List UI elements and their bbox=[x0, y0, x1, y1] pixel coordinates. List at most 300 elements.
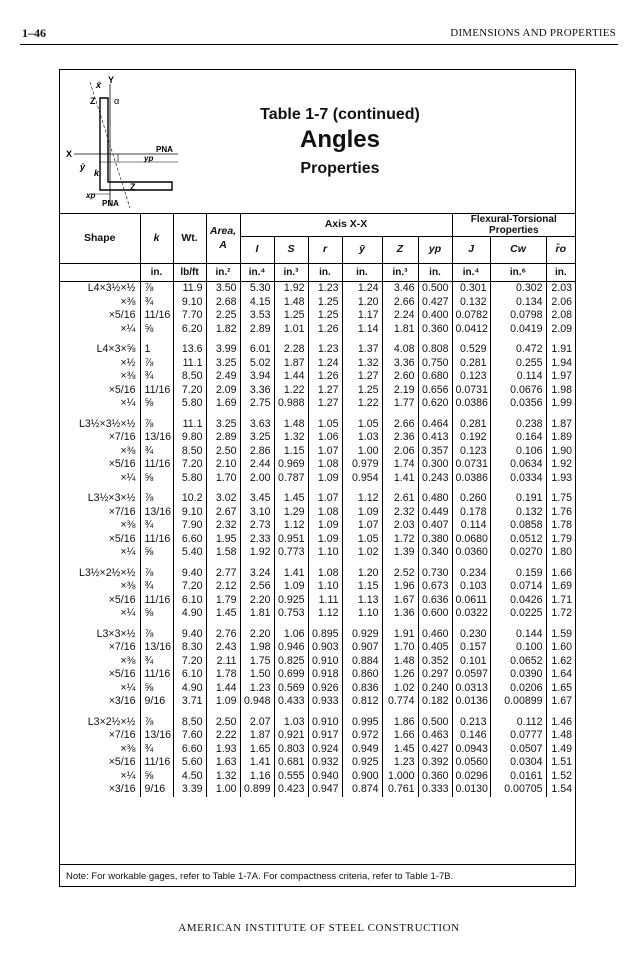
value-cell: 1.89 bbox=[546, 431, 575, 445]
value-cell: 0.144 bbox=[490, 621, 546, 642]
value-cell: 1.29 bbox=[274, 506, 308, 520]
value-cell: 0.0426 bbox=[490, 594, 546, 608]
table-title: Table 1-7 (continued) bbox=[260, 106, 420, 123]
value-cell: 0.0419 bbox=[490, 323, 546, 337]
value-cell: 1.11 bbox=[308, 594, 342, 608]
value-cell: 0.301 bbox=[452, 282, 490, 296]
value-cell: ⅞ bbox=[140, 709, 173, 730]
value-cell: 1.66 bbox=[382, 729, 418, 743]
properties-table bbox=[60, 214, 575, 797]
table-row bbox=[60, 296, 575, 310]
shape-cell: L3½×2½×½ bbox=[78, 566, 136, 579]
value-cell: 0.0161 bbox=[490, 770, 546, 784]
value-cell: 2.50 bbox=[206, 445, 240, 459]
value-cell: 1.79 bbox=[546, 533, 575, 547]
unit-cell: in.⁴ bbox=[452, 264, 490, 282]
value-cell: ⅝ bbox=[140, 682, 173, 696]
value-cell: 1 bbox=[140, 336, 173, 357]
value-cell: 0.400 bbox=[418, 309, 452, 323]
table-row bbox=[60, 282, 575, 296]
value-cell: 1.17 bbox=[342, 309, 382, 323]
value-cell: 0.0136 bbox=[452, 695, 490, 709]
value-cell: 4.50 bbox=[173, 770, 206, 784]
value-cell: 3.63 bbox=[240, 411, 274, 432]
value-cell: 0.681 bbox=[274, 756, 308, 770]
value-cell: 2.06 bbox=[546, 296, 575, 310]
value-cell: 3.02 bbox=[206, 485, 240, 506]
value-cell: 0.836 bbox=[342, 682, 382, 696]
table-row bbox=[60, 580, 575, 594]
shape-cell: ×5/16 bbox=[108, 458, 136, 470]
header-rule bbox=[20, 44, 618, 45]
value-cell: 7.20 bbox=[173, 458, 206, 472]
value-cell: 1.08 bbox=[308, 458, 342, 472]
value-cell: 1.12 bbox=[274, 519, 308, 533]
value-cell: 0.00899 bbox=[490, 695, 546, 709]
value-cell: 2.03 bbox=[382, 519, 418, 533]
value-cell: ¾ bbox=[140, 580, 173, 594]
value-cell: 2.32 bbox=[382, 506, 418, 520]
value-cell: 1.80 bbox=[546, 546, 575, 560]
value-cell: 8.30 bbox=[173, 641, 206, 655]
value-cell: 0.340 bbox=[418, 546, 452, 560]
unit-cell: in.² bbox=[206, 264, 240, 282]
col-shape: Shape bbox=[83, 231, 116, 244]
value-cell: 0.917 bbox=[308, 729, 342, 743]
value-cell: 0.0356 bbox=[490, 397, 546, 411]
value-cell: 1.87 bbox=[240, 729, 274, 743]
value-cell: 6.10 bbox=[173, 668, 206, 682]
value-cell: 0.0313 bbox=[452, 682, 490, 696]
value-cell: ⅞ bbox=[140, 282, 173, 296]
value-cell: 1.59 bbox=[546, 621, 575, 642]
table-row bbox=[60, 431, 575, 445]
value-cell: 0.926 bbox=[308, 682, 342, 696]
table-row bbox=[60, 709, 575, 730]
value-cell: 1.23 bbox=[240, 682, 274, 696]
table-subtitle: Angles bbox=[299, 126, 380, 153]
value-cell: 0.480 bbox=[418, 485, 452, 506]
value-cell: 0.0386 bbox=[452, 397, 490, 411]
value-cell: 5.60 bbox=[173, 756, 206, 770]
value-cell: 1.92 bbox=[274, 282, 308, 296]
value-cell: 1.41 bbox=[240, 756, 274, 770]
value-cell: 9.80 bbox=[173, 431, 206, 445]
fig-label-pna: PNA bbox=[156, 145, 173, 154]
value-cell: 0.0634 bbox=[490, 458, 546, 472]
value-cell: 0.988 bbox=[274, 397, 308, 411]
shape-cell: L3½×3½×½ bbox=[78, 417, 136, 430]
value-cell: 2.68 bbox=[206, 296, 240, 310]
shape-cell: ×5/16 bbox=[108, 756, 136, 768]
value-cell: 11.1 bbox=[173, 411, 206, 432]
value-cell: 0.106 bbox=[490, 445, 546, 459]
table-row bbox=[60, 445, 575, 459]
value-cell: 9/16 bbox=[140, 695, 173, 709]
value-cell: 1.97 bbox=[546, 370, 575, 384]
value-cell: 1.48 bbox=[274, 411, 308, 432]
value-cell: 1.12 bbox=[342, 485, 382, 506]
value-cell: 0.0334 bbox=[490, 472, 546, 486]
value-cell: 0.132 bbox=[490, 506, 546, 520]
value-cell: 1.93 bbox=[546, 472, 575, 486]
value-cell: 1.64 bbox=[546, 668, 575, 682]
value-cell: 1.15 bbox=[274, 445, 308, 459]
value-cell: 0.255 bbox=[490, 357, 546, 371]
value-cell: 0.297 bbox=[418, 668, 452, 682]
value-cell: 1.08 bbox=[308, 506, 342, 520]
value-cell: 1.25 bbox=[342, 384, 382, 398]
value-cell: 0.0731 bbox=[452, 384, 490, 398]
shape-cell: ×5/16 bbox=[108, 309, 136, 321]
value-cell: 0.123 bbox=[452, 445, 490, 459]
fig-label-ybar: ȳ bbox=[80, 162, 86, 172]
value-cell: 1.32 bbox=[206, 770, 240, 784]
value-cell: 0.933 bbox=[308, 695, 342, 709]
shape-cell: ×5/16 bbox=[108, 593, 136, 606]
unit-cell: in. bbox=[140, 264, 173, 282]
value-cell: 13/16 bbox=[140, 729, 173, 743]
value-cell: 1.03 bbox=[274, 709, 308, 730]
value-cell: 0.302 bbox=[490, 282, 546, 296]
value-cell: 2.20 bbox=[240, 594, 274, 608]
value-cell: 0.900 bbox=[342, 770, 382, 784]
value-cell: 3.39 bbox=[173, 783, 206, 797]
value-cell: 1.76 bbox=[546, 506, 575, 520]
value-cell: 0.230 bbox=[452, 621, 490, 642]
value-cell: 3.50 bbox=[206, 282, 240, 296]
value-cell: 1.09 bbox=[308, 533, 342, 547]
col-area-label: Area, bbox=[209, 225, 237, 237]
value-cell: 1.00 bbox=[206, 783, 240, 797]
col-ro: r̄o bbox=[546, 237, 575, 264]
value-cell: 0.925 bbox=[342, 756, 382, 770]
value-cell: 1.10 bbox=[342, 607, 382, 621]
value-cell: 9.10 bbox=[173, 296, 206, 310]
value-cell: ¾ bbox=[140, 519, 173, 533]
col-r: r bbox=[308, 237, 342, 264]
value-cell: 2.60 bbox=[382, 370, 418, 384]
shape-cell: ×¼ bbox=[120, 546, 136, 558]
value-cell: 1.93 bbox=[206, 743, 240, 757]
value-cell: 1.32 bbox=[274, 431, 308, 445]
value-cell: 1.26 bbox=[308, 370, 342, 384]
value-cell: 0.812 bbox=[342, 695, 382, 709]
value-cell: 2.43 bbox=[206, 641, 240, 655]
value-cell: 2.28 bbox=[274, 336, 308, 357]
value-cell: 0.699 bbox=[274, 668, 308, 682]
value-cell: 2.08 bbox=[546, 309, 575, 323]
value-cell: 1.000 bbox=[382, 770, 418, 784]
value-cell: 0.464 bbox=[418, 411, 452, 432]
fig-label-xbar: x̄ bbox=[96, 80, 102, 90]
value-cell: 0.918 bbox=[308, 668, 342, 682]
value-cell: 1.66 bbox=[546, 560, 575, 581]
value-cell: 0.463 bbox=[418, 729, 452, 743]
shape-cell: ×⅜ bbox=[120, 444, 136, 457]
value-cell: 5.02 bbox=[240, 357, 274, 371]
value-cell: 1.23 bbox=[382, 756, 418, 770]
value-cell: 0.0731 bbox=[452, 458, 490, 472]
shape-cell: ×¼ bbox=[120, 681, 136, 694]
value-cell: 4.90 bbox=[173, 607, 206, 621]
unit-cell: in.³ bbox=[274, 264, 308, 282]
value-cell: 2.50 bbox=[206, 709, 240, 730]
value-cell: 1.54 bbox=[546, 783, 575, 797]
value-cell: 0.825 bbox=[274, 655, 308, 669]
table-row bbox=[60, 336, 575, 357]
value-cell: 1.07 bbox=[342, 519, 382, 533]
shape-cell: ×¼ bbox=[120, 607, 136, 619]
page-number: 1–46 bbox=[22, 26, 46, 40]
table-row bbox=[60, 458, 575, 472]
value-cell: 1.09 bbox=[342, 506, 382, 520]
value-cell: 0.951 bbox=[274, 533, 308, 547]
value-cell: 2.36 bbox=[382, 431, 418, 445]
value-cell: ⅝ bbox=[140, 546, 173, 560]
shape-cell: ×¼ bbox=[120, 322, 136, 335]
value-cell: 3.25 bbox=[240, 431, 274, 445]
value-cell: 1.78 bbox=[546, 519, 575, 533]
value-cell: 0.281 bbox=[452, 357, 490, 371]
value-cell: 0.0680 bbox=[452, 533, 490, 547]
table-row bbox=[60, 546, 575, 560]
value-cell: 1.63 bbox=[206, 756, 240, 770]
value-cell: 1.02 bbox=[342, 546, 382, 560]
value-cell: 2.76 bbox=[206, 621, 240, 642]
value-cell: 0.569 bbox=[274, 682, 308, 696]
value-cell: 0.238 bbox=[490, 411, 546, 432]
value-cell: 1.77 bbox=[382, 397, 418, 411]
table-row bbox=[60, 533, 575, 547]
value-cell: 1.02 bbox=[382, 682, 418, 696]
value-cell: 1.32 bbox=[342, 357, 382, 371]
value-cell: 0.449 bbox=[418, 506, 452, 520]
value-cell: 0.0412 bbox=[452, 323, 490, 337]
table-row bbox=[60, 397, 575, 411]
value-cell: 11/16 bbox=[140, 533, 173, 547]
shape-cell: ×3/16 bbox=[108, 783, 136, 795]
value-cell: 0.910 bbox=[308, 709, 342, 730]
value-cell: 0.500 bbox=[418, 282, 452, 296]
value-cell: 1.20 bbox=[342, 296, 382, 310]
table-row bbox=[60, 783, 575, 797]
value-cell: 0.730 bbox=[418, 560, 452, 581]
value-cell: 1.26 bbox=[382, 668, 418, 682]
axis-xx-group: Axis X-X bbox=[240, 214, 452, 237]
value-cell: 0.948 bbox=[240, 695, 274, 709]
value-cell: 0.352 bbox=[418, 655, 452, 669]
value-cell: 2.66 bbox=[382, 411, 418, 432]
value-cell: 0.300 bbox=[418, 458, 452, 472]
value-cell: 1.72 bbox=[546, 607, 575, 621]
table-row bbox=[60, 370, 575, 384]
table-row bbox=[60, 655, 575, 669]
value-cell: 0.164 bbox=[490, 431, 546, 445]
value-cell: 2.33 bbox=[240, 533, 274, 547]
shape-cell: ×⅜ bbox=[120, 519, 136, 531]
value-cell: 1.65 bbox=[546, 682, 575, 696]
value-cell: 7.90 bbox=[173, 519, 206, 533]
value-cell: 2.52 bbox=[382, 560, 418, 581]
value-cell: 1.27 bbox=[342, 370, 382, 384]
value-cell: 0.157 bbox=[452, 641, 490, 655]
value-cell: 1.41 bbox=[382, 472, 418, 486]
value-cell: 11.1 bbox=[173, 357, 206, 371]
value-cell: 2.44 bbox=[240, 458, 274, 472]
value-cell: 0.921 bbox=[274, 729, 308, 743]
value-cell: 1.24 bbox=[342, 282, 382, 296]
col-area bbox=[206, 214, 240, 264]
shape-cell: ×3/16 bbox=[108, 695, 136, 707]
value-cell: 1.10 bbox=[308, 546, 342, 560]
value-cell: 2.67 bbox=[206, 506, 240, 520]
value-cell: 0.114 bbox=[490, 370, 546, 384]
value-cell: 1.81 bbox=[240, 607, 274, 621]
value-cell: 0.932 bbox=[308, 756, 342, 770]
col-Z: Z bbox=[382, 237, 418, 264]
fig-label-x: X bbox=[66, 149, 73, 159]
shape-cell: ×⅜ bbox=[120, 580, 136, 592]
value-cell: 2.61 bbox=[382, 485, 418, 506]
shape-cell: ×7/16 bbox=[108, 431, 136, 443]
value-cell: 0.925 bbox=[274, 594, 308, 608]
value-cell: ⅞ bbox=[140, 357, 173, 371]
table-row bbox=[60, 323, 575, 337]
value-cell: 1.24 bbox=[308, 357, 342, 371]
fig-label-xp: xp bbox=[86, 191, 96, 200]
value-cell: 0.357 bbox=[418, 445, 452, 459]
value-cell: 1.03 bbox=[342, 431, 382, 445]
value-cell: 2.03 bbox=[546, 282, 575, 296]
value-cell: 1.06 bbox=[274, 621, 308, 642]
value-cell: 2.09 bbox=[206, 384, 240, 398]
value-cell: 7.20 bbox=[173, 580, 206, 594]
value-cell: ⅝ bbox=[140, 607, 173, 621]
value-cell: 0.101 bbox=[452, 655, 490, 669]
value-cell: 0.134 bbox=[490, 296, 546, 310]
value-cell: 2.20 bbox=[240, 621, 274, 642]
value-cell: 3.99 bbox=[206, 336, 240, 357]
value-cell: ¾ bbox=[140, 296, 173, 310]
shape-cell: ×5/16 bbox=[108, 532, 136, 545]
value-cell: 1.16 bbox=[240, 770, 274, 784]
value-cell: 6.60 bbox=[173, 533, 206, 547]
value-cell: 0.949 bbox=[342, 743, 382, 757]
value-cell: 0.380 bbox=[418, 533, 452, 547]
value-cell: 1.95 bbox=[206, 533, 240, 547]
value-cell: 0.761 bbox=[382, 783, 418, 797]
value-cell: 2.89 bbox=[206, 431, 240, 445]
unit-cell: in. bbox=[342, 264, 382, 282]
value-cell: 0.656 bbox=[418, 384, 452, 398]
value-cell: 1.86 bbox=[382, 709, 418, 730]
value-cell: 0.500 bbox=[418, 709, 452, 730]
value-cell: 0.392 bbox=[418, 756, 452, 770]
value-cell: 5.80 bbox=[173, 472, 206, 486]
value-cell: ⅞ bbox=[140, 485, 173, 506]
value-cell: 7.20 bbox=[173, 384, 206, 398]
value-cell: 0.281 bbox=[452, 411, 490, 432]
table-bottom-rule bbox=[60, 864, 575, 865]
value-cell: 1.69 bbox=[206, 397, 240, 411]
table-row bbox=[60, 607, 575, 621]
table-row bbox=[60, 411, 575, 432]
value-cell: 2.56 bbox=[240, 580, 274, 594]
table-row bbox=[60, 682, 575, 696]
value-cell: 3.36 bbox=[240, 384, 274, 398]
value-cell: 1.12 bbox=[308, 607, 342, 621]
value-cell: 0.407 bbox=[418, 519, 452, 533]
fig-label-z: Z bbox=[90, 96, 96, 106]
shape-cell: ×¼ bbox=[120, 769, 136, 782]
value-cell: 1.51 bbox=[546, 756, 575, 770]
value-cell: 1.05 bbox=[342, 533, 382, 547]
value-cell: 0.423 bbox=[274, 783, 308, 797]
value-cell: 1.45 bbox=[382, 743, 418, 757]
value-cell: 3.46 bbox=[382, 282, 418, 296]
value-cell: 0.946 bbox=[274, 641, 308, 655]
value-cell: 1.25 bbox=[308, 309, 342, 323]
value-cell: ⅝ bbox=[140, 472, 173, 486]
value-cell: ¾ bbox=[140, 743, 173, 757]
value-cell: 0.787 bbox=[274, 472, 308, 486]
value-cell: 1.67 bbox=[382, 594, 418, 608]
value-cell: 1.26 bbox=[308, 323, 342, 337]
value-cell: 0.555 bbox=[274, 770, 308, 784]
table-row bbox=[60, 594, 575, 608]
value-cell: 5.30 bbox=[240, 282, 274, 296]
value-cell: 1.27 bbox=[308, 384, 342, 398]
value-cell: 1.99 bbox=[546, 397, 575, 411]
value-cell: 0.260 bbox=[452, 485, 490, 506]
value-cell: 1.62 bbox=[546, 655, 575, 669]
value-cell: 2.77 bbox=[206, 560, 240, 581]
table-row bbox=[60, 621, 575, 642]
table-row bbox=[60, 309, 575, 323]
value-cell: 1.39 bbox=[382, 546, 418, 560]
value-cell: 0.673 bbox=[418, 580, 452, 594]
shape-cell: L3×2½×½ bbox=[87, 715, 136, 728]
value-cell: 1.00 bbox=[342, 445, 382, 459]
value-cell: 1.46 bbox=[546, 709, 575, 730]
value-cell: 1.09 bbox=[308, 472, 342, 486]
value-cell: 1.87 bbox=[546, 411, 575, 432]
value-cell: 2.00 bbox=[240, 472, 274, 486]
value-cell: 0.472 bbox=[490, 336, 546, 357]
value-cell: ⅞ bbox=[140, 560, 173, 581]
table-row bbox=[60, 770, 575, 784]
unit-cell: in.⁴ bbox=[240, 264, 274, 282]
value-cell: 9/16 bbox=[140, 783, 173, 797]
value-cell: 0.979 bbox=[342, 458, 382, 472]
value-cell: 0.910 bbox=[308, 655, 342, 669]
fig-label-y: Y bbox=[108, 75, 115, 85]
value-cell: 2.25 bbox=[206, 309, 240, 323]
value-cell: 0.0652 bbox=[490, 655, 546, 669]
value-cell: 1.72 bbox=[382, 533, 418, 547]
value-cell: 0.0390 bbox=[490, 668, 546, 682]
unit-cell: in. bbox=[308, 264, 342, 282]
value-cell: 1.27 bbox=[308, 397, 342, 411]
value-cell: 1.67 bbox=[546, 695, 575, 709]
col-J: J bbox=[452, 237, 490, 264]
value-cell: 4.90 bbox=[173, 682, 206, 696]
unit-cell: in. bbox=[418, 264, 452, 282]
value-cell: ¾ bbox=[140, 445, 173, 459]
value-cell: 9.10 bbox=[173, 506, 206, 520]
value-cell: 1.45 bbox=[274, 485, 308, 506]
